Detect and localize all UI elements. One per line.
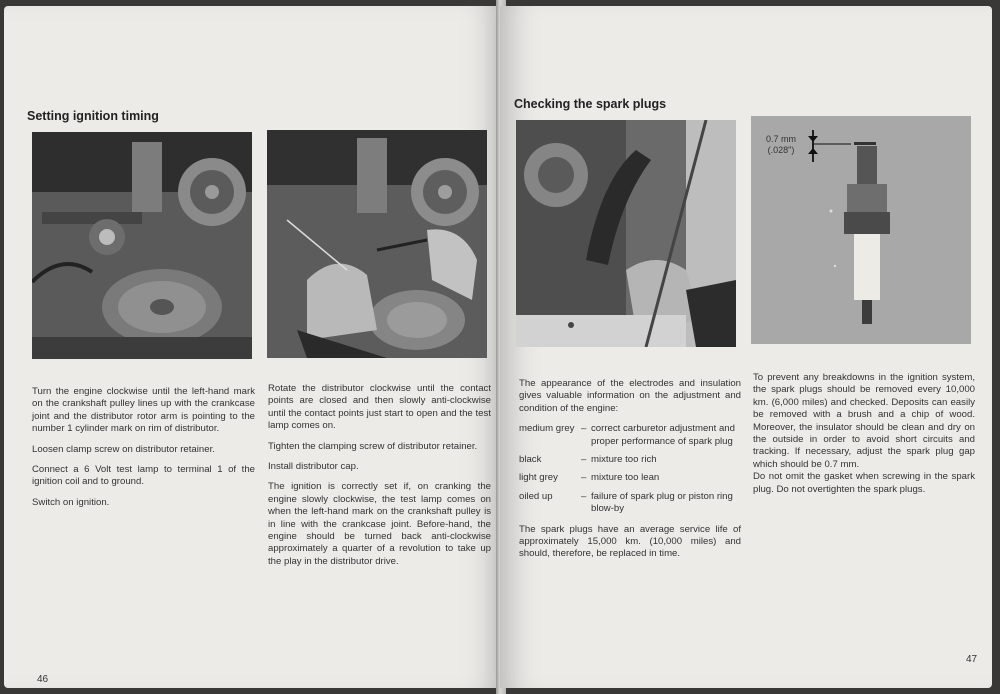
photo-distributor-adjustment-hands bbox=[267, 130, 487, 358]
paragraph: The appearance of the electrodes and insulation gives valuable information on the adjustment and condition of the engine: bbox=[519, 378, 741, 414]
photo-engine-crankshaft-pulley bbox=[32, 132, 252, 359]
definition-dash: – bbox=[581, 472, 587, 484]
definition-term: oiled up bbox=[519, 490, 553, 502]
photo-removing-spark-plug bbox=[516, 120, 736, 347]
right-column-1-text bbox=[519, 378, 741, 569]
plug-gap-dimension-label bbox=[759, 134, 803, 156]
definition-row bbox=[519, 454, 741, 466]
paragraph: Tighten the clamping screw of distributor retainer. bbox=[268, 440, 478, 452]
paragraph: Rotate the distributor clockwise until the contact points are closed and then slowly anti-clockwise until the contact points just start to open and the test lamp comes on. bbox=[268, 383, 491, 432]
left-column-2-text bbox=[268, 383, 491, 576]
page-number: 46 bbox=[37, 674, 49, 685]
paragraph: Do not omit the gasket when screwing in the spark plug. Do not overtighten the spark plugs. bbox=[753, 471, 975, 495]
definition-description: correct carburetor adjustment and proper performance of spark plug bbox=[591, 423, 735, 447]
section-heading-spark-plugs: Checking the spark plugs bbox=[514, 97, 667, 111]
definition-dash: – bbox=[581, 454, 587, 466]
paragraph: The spark plugs have an average service life of approximately 15,000 km. (10,000 miles) and should, therefore, be replaced in time. bbox=[519, 523, 741, 560]
definition-description: failure of spark plug or piston ring blow-by bbox=[591, 490, 733, 515]
right-column-2-text bbox=[753, 372, 975, 504]
left-column-1-text bbox=[32, 386, 255, 517]
paragraph: Switch on ignition. bbox=[32, 496, 110, 508]
gap-inch: (.028") bbox=[767, 145, 795, 155]
definition-term: black bbox=[519, 454, 542, 466]
paragraph: To prevent any breakdowns in the ignition system, the spark plugs should be removed every 10,000 km. (6,000 miles) and checked. Deposits can easily be removed with a brush and a chip of wood. Moreover, the insulator should be clean and dry on the outside in order to avoid short circuits and tracking. If necessary, adjust the spark plug gap which should be 0.7 mm. bbox=[753, 372, 975, 470]
paragraph: Loosen clamp screw on distributor retainer. bbox=[32, 443, 215, 455]
definition-dash: – bbox=[581, 490, 587, 502]
paragraph: Install distributor cap. bbox=[268, 461, 359, 473]
page-46 bbox=[4, 6, 504, 688]
gap-mm: 0.7 mm bbox=[765, 134, 796, 144]
paragraph: Turn the engine clockwise until the left-hand mark on the crankshaft pulley lines up with the crankcase joint and the distributor rotor arm is pointing to the number 1 cylinder mark on rim of distributor. bbox=[32, 386, 255, 435]
definition-description: mixture too rich bbox=[591, 454, 657, 466]
definition-term: light grey bbox=[519, 472, 558, 484]
definition-dash: – bbox=[581, 423, 587, 435]
paragraph: The ignition is correctly set if, on cranking the engine slowly clockwise, the test lamp comes on when the left-hand mark on the crankshaft pulley is in line with the crankcase joint. Before-hand, the engine should be turned back anti-clockwise approximately a quarter of a revolution to take up the play in the distributor drive. bbox=[268, 481, 491, 567]
definition-row bbox=[519, 472, 741, 484]
definition-row bbox=[519, 491, 741, 516]
page-47 bbox=[500, 6, 992, 688]
page-number: 47 bbox=[966, 654, 978, 665]
section-heading-ignition-timing: Setting ignition timing bbox=[27, 109, 159, 123]
definition-description: mixture too lean bbox=[591, 472, 660, 484]
definition-row bbox=[519, 423, 741, 448]
condition-definition-list bbox=[519, 423, 741, 515]
definition-term: medium grey bbox=[519, 423, 575, 435]
photo-spark-plug-gap bbox=[751, 116, 971, 344]
paragraph: Connect a 6 Volt test lamp to terminal 1 of the ignition coil and to ground. bbox=[32, 464, 255, 488]
